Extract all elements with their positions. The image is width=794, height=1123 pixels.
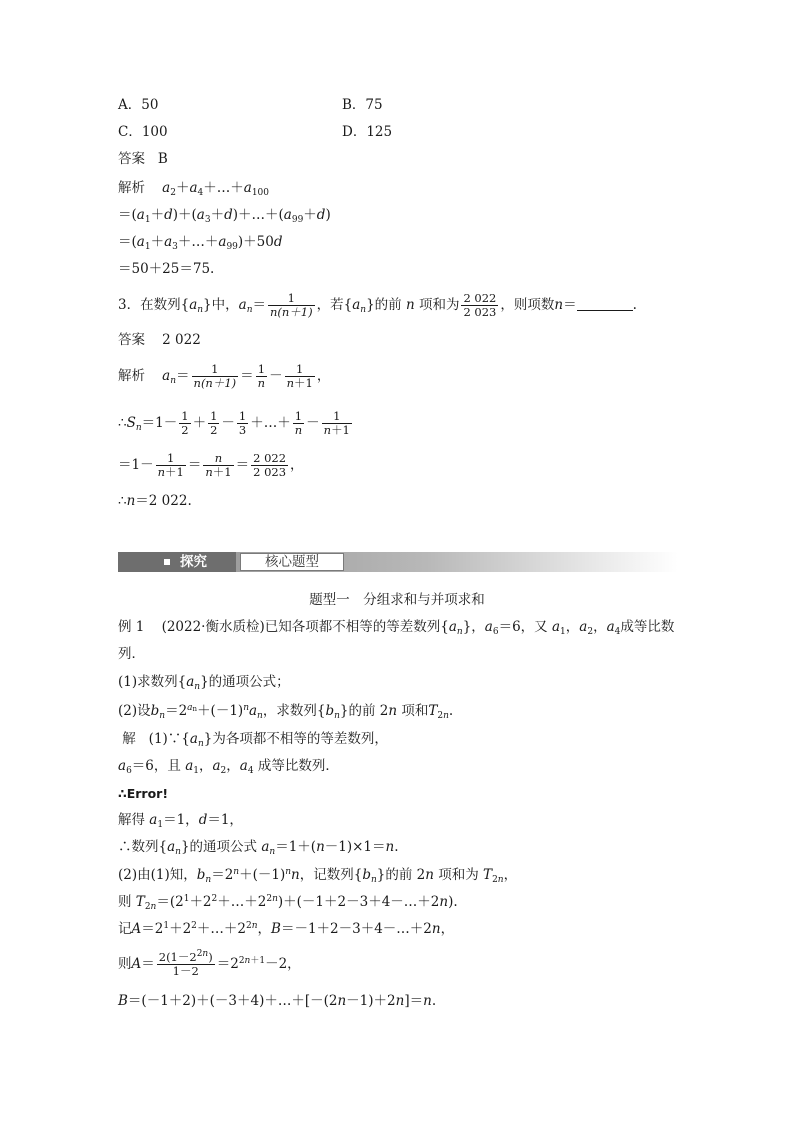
solution-part-2-4: 则A＝ $\frac{2(1-2^{2n})}{1-2}$ $=2^{2n+1}-2$， <box>118 949 301 978</box>
q2-step-1: $=(a_1+d)+(a_3+d)+\dots+(a_{99}+d)$ <box>118 207 331 225</box>
example-part-1: (1)求数列$\{a_n\}$的通项公式； <box>118 674 290 692</box>
solution-part-2-1: (2)由(1)知，$b_n=2^n+(-1)^nn$，记数列$\{b_n\}$的前 2n 项和为 $T_{2n}$， <box>118 867 518 885</box>
q2-answer: 答案 B <box>118 151 168 167</box>
example-1-line-2: 列． <box>118 646 145 662</box>
q3-analysis-3: ＝1－ $\frac{1}{n+1}$ ＝ $\frac{n}{n+1}$ ＝ $\frac{2 022}{2 023}$ ， <box>118 451 304 479</box>
q3-analysis-4: ∴n＝2 022. <box>118 493 192 509</box>
option-d: D．125 <box>342 124 393 140</box>
solution-2: $a_6=6$，且 $a_1$，$a_2$，$a_4$ 成等比数列． <box>118 758 339 776</box>
option-c: C．100 <box>118 124 168 140</box>
q3-question: 3．在数列$\{a_n\}$中，$a_n=$ $\frac{1}{n(n+1)}$ ，若$\{a_n\}$的前 n 项和为 $\frac{2 022}{2 023}$ ，则项数n＝ . <box>118 291 637 319</box>
q3-answer: 答案 2 022 <box>118 332 201 348</box>
banner-label-core: 核心题型 <box>265 554 319 570</box>
q2-analysis: 解析 $a_2+a_4+\dots+a_{100}$ <box>118 180 270 198</box>
section-banner <box>118 552 678 572</box>
solution-part-2-3: 记$A=2^1+2^2+\dots+2^{2n}$，B＝－1＋2－3＋4－…＋2n， <box>118 921 455 937</box>
banner-label-explore: 探究 <box>180 554 207 570</box>
solution-solve: 解得 $a_1=1$，d＝1， <box>118 812 243 830</box>
solution-error: ∴Error! <box>118 786 169 801</box>
example-part-2: (2)设$b_n=2^{a_n}+(-1)^na_n$，求数列$\{b_n\}$的前 2n 项和$T_{2n}$. <box>118 703 454 721</box>
solution-1: 解 $(1)\because\{a_n\}$为各项都不相等的等差数列， <box>122 731 388 749</box>
q3-analysis-2: $\therefore S_n=1-$ $\frac{1}{2}$ ＋ $\frac{1}{2}$ － $\frac{1}{3}$ ＋…＋ $\frac{1}{n}$ － $\frac{1}{n+1}$ <box>118 409 350 437</box>
example-1-line-1: 例 1 (2022·衡水质检)已知各项都不相等的等差数列$\{a_n\}$，$a_6=6$，又 $a_1$，$a_2$，$a_4$成等比数 <box>118 619 675 637</box>
option-b: B．75 <box>342 97 383 113</box>
section-title: 题型一 分组求和与并项求和 <box>309 592 485 608</box>
q2-step-3: ＝50＋25＝75. <box>118 261 215 277</box>
q2-step-2: $=(a_1+a_3+\dots+a_{99})+50d$ <box>118 234 283 252</box>
solution-part-2-5: B＝(－1＋2)＋(－3＋4)＋…＋[－(2n－1)＋2n]＝n. <box>118 993 437 1009</box>
solution-part-2-2: 则 $T_{2n}=(2^1+2^2+\dots+2^{2n})+(-1+2-3+4-\dots+2n)$. <box>118 894 458 912</box>
option-a: A．50 <box>118 97 159 113</box>
solution-general: ∴数列$\{a_n\}$的通项公式 $a_n=1+(n-1)\times 1=n$. <box>118 839 399 857</box>
square-bullet-icon <box>164 559 170 565</box>
answer-blank <box>577 296 633 311</box>
q3-analysis-1: 解析 $a_n=$ $\frac{1}{n(n+1)}$ ＝ $\frac{1}{n}$ － $\frac{1}{n+1}$ ， <box>118 362 331 390</box>
